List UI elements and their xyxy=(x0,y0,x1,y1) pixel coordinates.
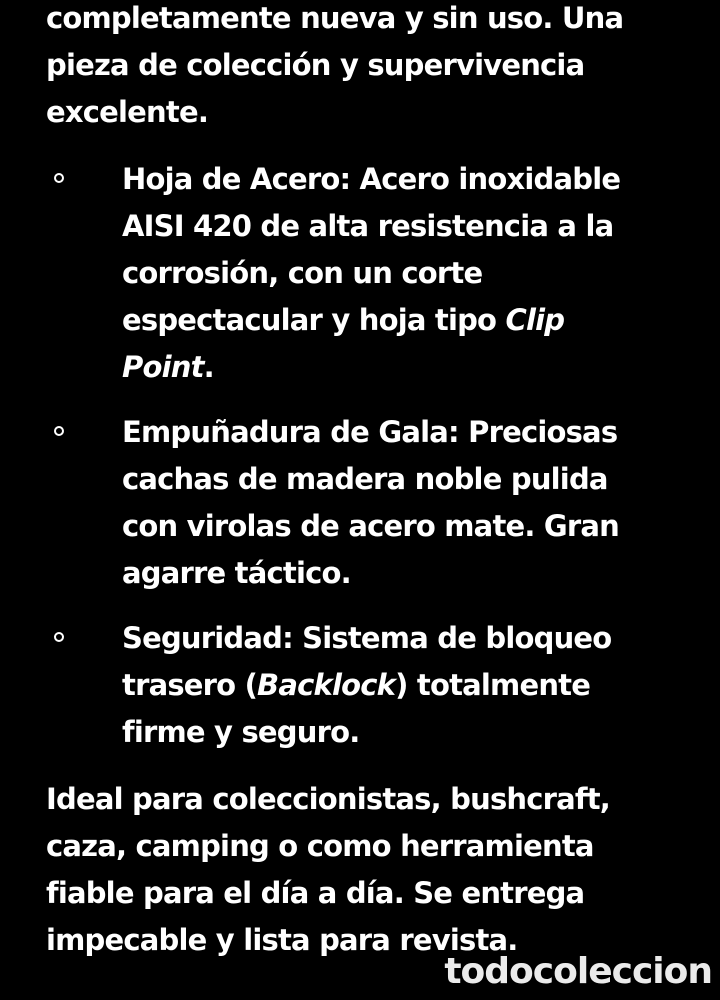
feature-line: cachas de madera noble pulida xyxy=(122,462,608,496)
feature-line: . xyxy=(203,350,214,384)
outro-line: fiable para el día a día. Se entrega xyxy=(46,876,585,910)
feature-line: trasero ( xyxy=(122,668,258,702)
feature-line: ) totalmente xyxy=(395,668,591,702)
outro-line: caza, camping o como herramienta xyxy=(46,829,594,863)
feature-line: Seguridad: Sistema de bloqueo xyxy=(122,621,612,655)
watermark-logo: todocoleccion xyxy=(444,951,712,992)
circle-bullet-icon xyxy=(54,426,64,436)
intro-line: excelente. xyxy=(46,95,209,129)
emphasis-text: Clip xyxy=(505,303,565,337)
circle-bullet-icon xyxy=(54,632,64,642)
outro-line: impecable y lista para revista. xyxy=(46,923,518,957)
outro-line: Ideal para coleccionistas, bushcraft, xyxy=(46,782,611,816)
feature-line: firme y seguro. xyxy=(122,715,360,749)
feature-line: Hoja de Acero: Acero inoxidable xyxy=(122,162,621,196)
feature-item-safety xyxy=(46,615,696,756)
feature-line: AISI 420 de alta resistencia a la xyxy=(122,209,614,243)
intro-paragraph xyxy=(46,0,696,136)
circle-bullet-icon xyxy=(54,173,64,183)
intro-line: pieza de colección y supervivencia xyxy=(46,48,585,82)
product-description xyxy=(46,0,696,964)
outro-paragraph xyxy=(46,776,696,964)
feature-line: Empuñadura de Gala: Preciosas xyxy=(122,415,618,449)
feature-line: corrosión, con un corte xyxy=(122,256,483,290)
intro-line: completamente nueva y sin uso. Una xyxy=(46,1,624,35)
feature-item-handle xyxy=(46,409,696,597)
feature-line: con virolas de acero mate. Gran xyxy=(122,509,620,543)
emphasis-text: Point xyxy=(122,350,204,384)
features-list xyxy=(46,156,696,756)
feature-line: agarre táctico. xyxy=(122,556,351,590)
feature-line: espectacular y hoja tipo xyxy=(122,303,506,337)
feature-item-blade xyxy=(46,156,696,391)
emphasis-text: Backlock xyxy=(257,668,396,702)
